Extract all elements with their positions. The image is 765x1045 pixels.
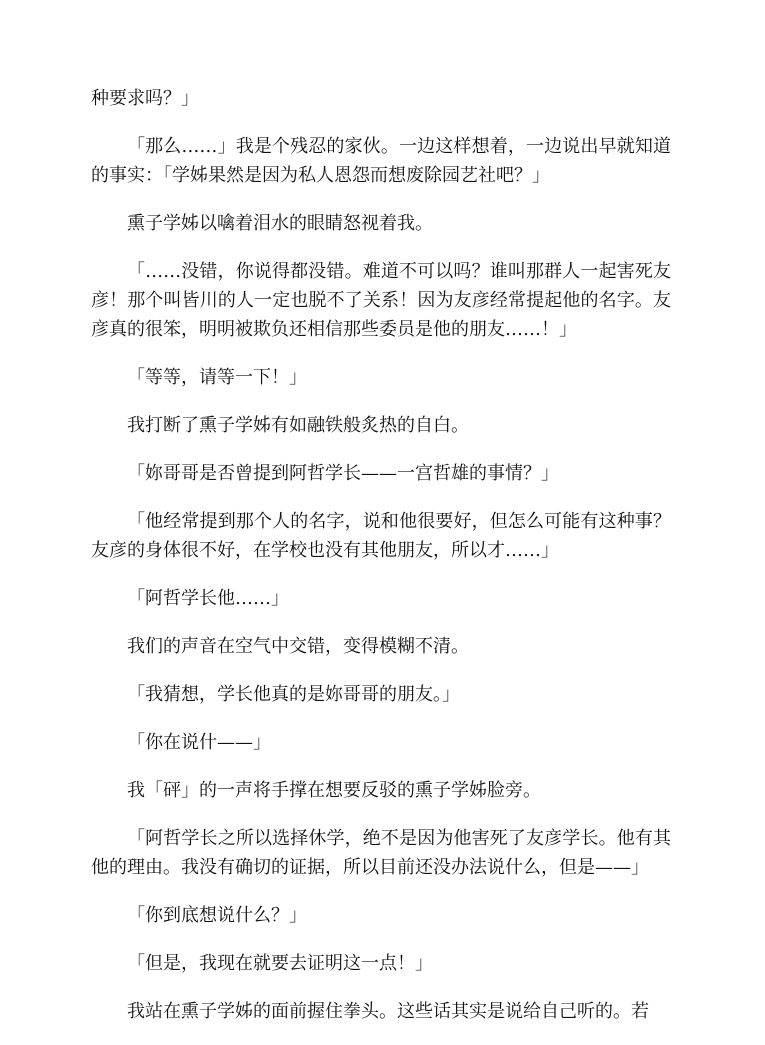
- paragraph-8: 「他经常提到那个人的名字，说和他很要好，但怎么可能有这种事？友彦的身体很不好，在学校也没有其他朋友，所以才……」: [91, 511, 671, 561]
- paragraph-5: 「等等，请等一下！」: [127, 367, 307, 388]
- paragraph-2: 「那么……」我是个残忍的家伙。一边这样想着，一边说出早就知道的事实：「学姊果然是因为私人恩怨而想废除园艺社吧？」: [91, 136, 671, 186]
- paragraph-17: 我站在熏子学姊的面前握住拳头。这些话其实是说给自己听的。若: [127, 1001, 649, 1022]
- body-text: [91, 84, 671, 1045]
- paragraph-13: 我「砰」的一声将手撑在想要反驳的熏子学姊脸旁。: [127, 780, 541, 801]
- paragraph-1: 种要求吗？」: [91, 88, 199, 109]
- paragraph-10: 我们的声音在空气中交错，变得模糊不清。: [127, 636, 469, 657]
- paragraph-11: 「我猜想，学长他真的是妳哥哥的朋友。」: [127, 684, 460, 705]
- paragraph-12: 「你在说什——」: [127, 732, 271, 753]
- paragraph-3: 熏子学姊以噙着泪水的眼睛怒视着我。: [127, 213, 433, 234]
- paragraph-6: 我打断了熏子学姊有如融铁般炙热的自白。: [127, 415, 469, 436]
- paragraph-9: 「阿哲学长他……」: [127, 588, 289, 609]
- paragraph-14: 「阿哲学长之所以选择休学，绝不是因为他害死了友彦学长。他有其他的理由。我没有确切的证据，所以目前还没办法说什么，但是——」: [91, 828, 671, 878]
- paragraph-16: 「但是，我现在就要去证明这一点！」: [127, 953, 433, 974]
- paragraph-4: 「……没错，你说得都没错。难道不可以吗？谁叫那群人一起害死友彦！那个叫皆川的人一定也脱不了关系！因为友彦经常提起他的名字。友彦真的很笨，明明被欺负还相信那些委员是他的朋友……！」: [91, 261, 671, 340]
- paragraph-15: 「你到底想说什么？」: [127, 905, 307, 926]
- paragraph-7: 「妳哥哥是否曾提到阿哲学长——一宫哲雄的事情？」: [127, 463, 559, 484]
